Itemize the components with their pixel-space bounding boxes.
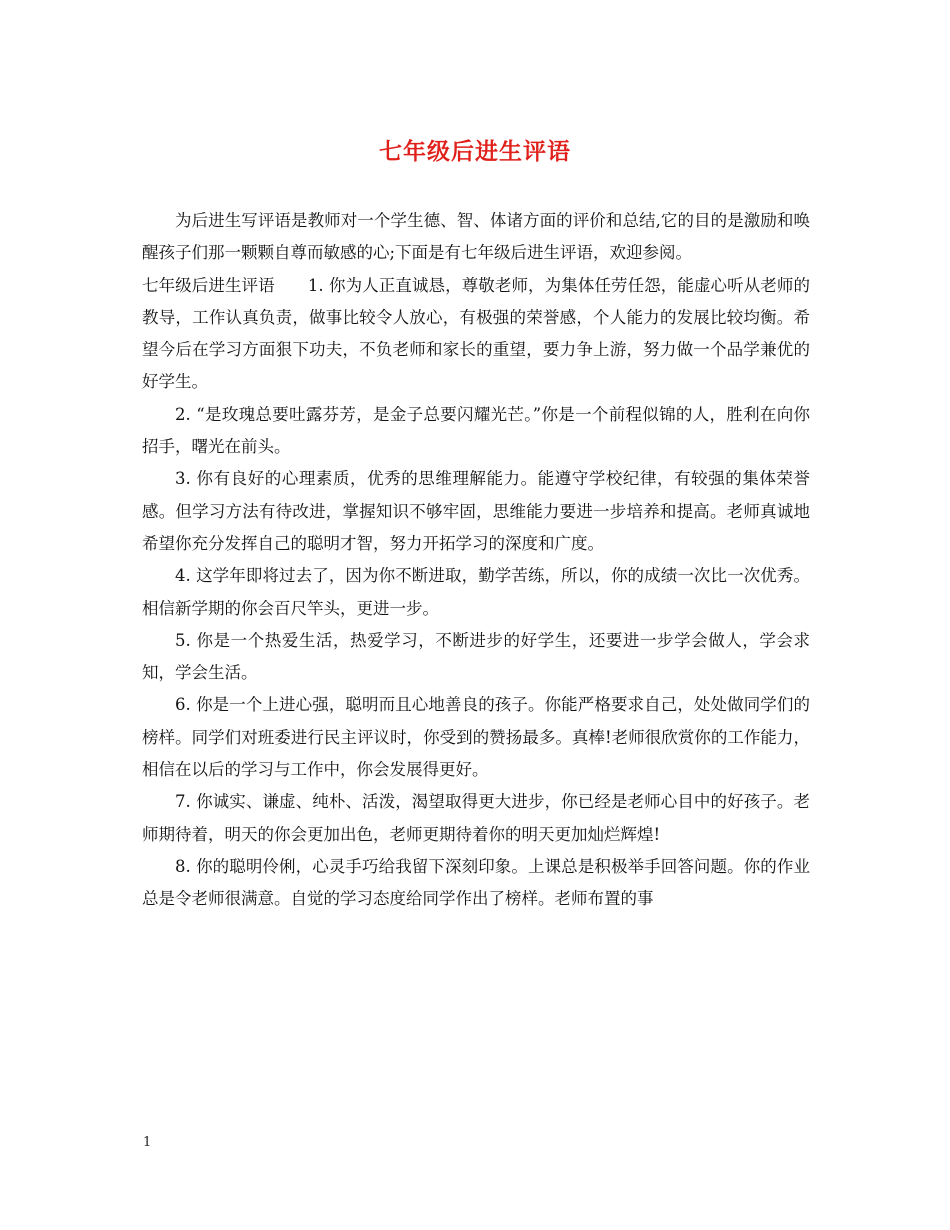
document-body (142, 205, 810, 916)
comment-item-4: 4. 这学年即将过去了，因为你不断进取，勤学苦练，所以，你的成绩一次比一次优秀。相信新学期的你会百尺竿头，更进一步。 (142, 566, 810, 618)
comment-item-5: 5. 你是一个热爱生活，热爱学习，不断进步的好学生，还要进一步学会做人，学会求知，学会生活。 (142, 630, 810, 683)
section-heading-paragraph: 七年级后进生评语 1. 你为人正直诚恳，尊敬老师，为集体任劳任怨，能虚心听从老师的教导，工作认真负责，做事比较令人放心，有极强的荣誉感，个人能力的发展比较均衡。希望今后在学习方面狠下功夫，不负老师和家长的重望，要力争上游，努力做一个品学兼优的好学生。 (142, 275, 810, 392)
comment-item-2: 2. “是玫瑰总要吐露芬芳，是金子总要闪耀光芒。”你是一个前程似锦的人，胜利在向你招手，曙光在前头。 (142, 404, 810, 457)
comment-item-7: 7. 你诚实、谦虚、纯朴、活泼，渴望取得更大进步，你已经是老师心目中的好孩子。老师期待着，明天的你会更加出色，老师更期待着你的明天更加灿烂辉煌! (142, 792, 810, 844)
page-number: 1 (143, 1135, 152, 1150)
comment-item-3: 3. 你有良好的心理素质，优秀的思维理解能力。能遵守学校纪律，有较强的集体荣誉感。但学习方法有待改进，掌握知识不够牢固，思维能力要进一步培养和提高。老师真诚地希望你充分发挥自己的聪明才智，努力开拓学习的深度和广度。 (142, 469, 810, 553)
document-title: 七年级后进生评语 (379, 138, 571, 165)
comment-item-6: 6. 你是一个上进心强，聪明而且心地善良的孩子。你能严格要求自己，处处做同学们的榜样。同学们对班委进行民主评议时，你受到的赞扬最多。真棒!老师很欣赏你的工作能力，相信在以后的学习与工作中，你会发展得更好。 (142, 695, 810, 780)
comment-item-8: 8. 你的聪明伶俐，心灵手巧给我留下深刻印象。上课总是积极举手回答问题。你的作业总是令老师很满意。自觉的学习态度给同学作出了榜样。老师布置的事 (142, 856, 810, 909)
intro-paragraph: 为后进生写评语是教师对一个学生德、智、体诸方面的评价和总结,它的目的是激励和唤醒孩子们那一颗颗自尊而敏感的心;下面是有七年级后进生评语，欢迎参阅。 (142, 211, 810, 263)
